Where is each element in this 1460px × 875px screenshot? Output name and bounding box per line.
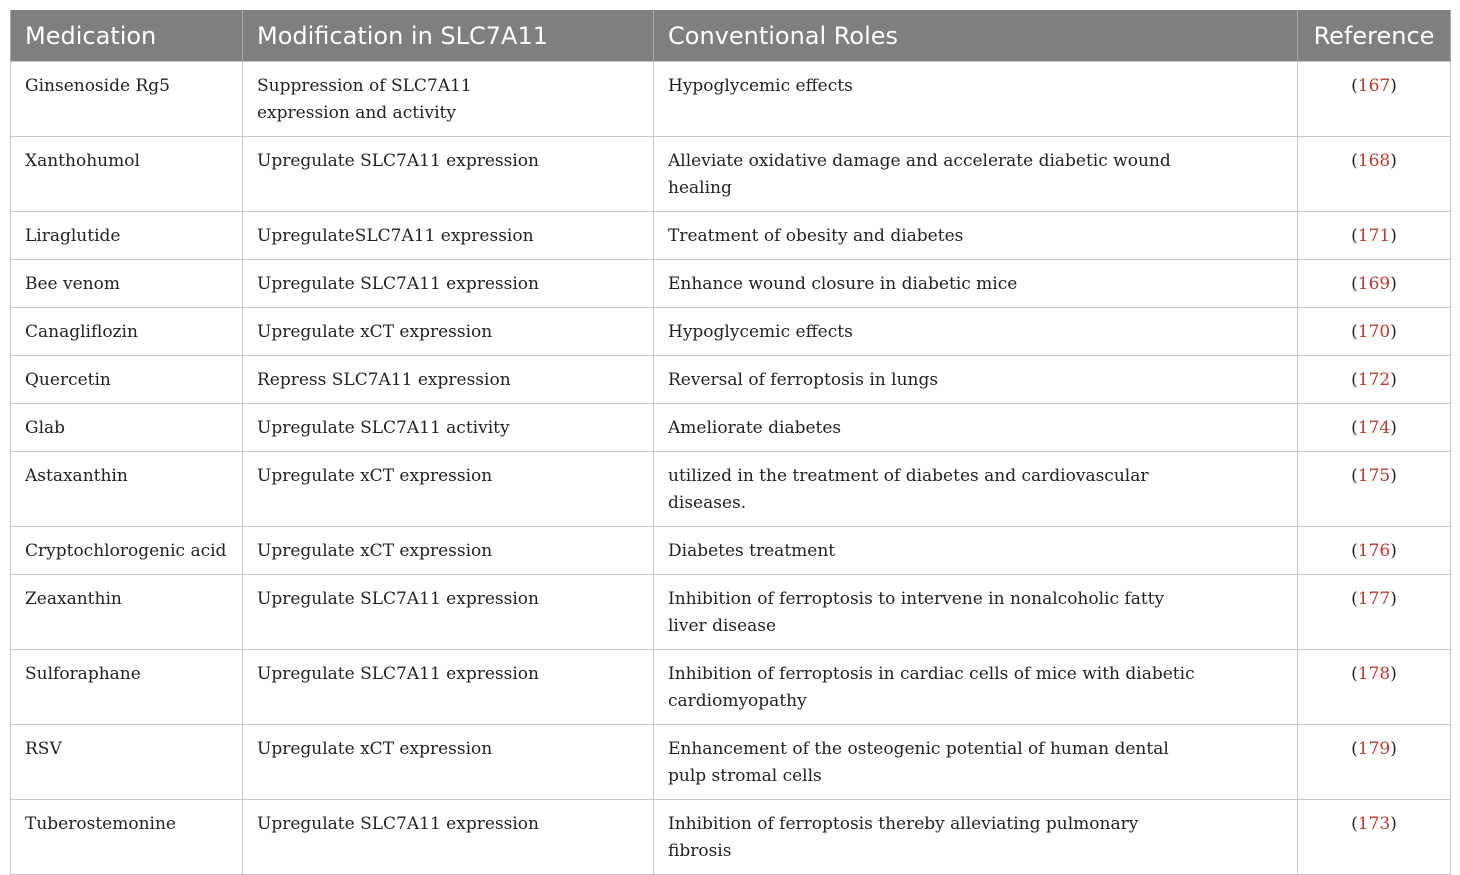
table-row	[11, 212, 1451, 260]
role-text: Hypoglycemic effects	[668, 322, 853, 342]
table-row	[11, 356, 1451, 404]
cell-conventional-role	[654, 650, 1298, 725]
role-text: Inhibition of ferroptosis in cardiac cells of mice with diabetic cardiomyopathy	[668, 664, 1195, 711]
header-modification: Modification in SLC7A11	[243, 10, 654, 62]
modification-text: Repress SLC7A11 expression	[257, 370, 511, 390]
role-text: Alleviate oxidative damage and accelerate diabetic wound healing	[668, 151, 1171, 198]
modification-text: Upregulate xCT expression	[257, 322, 493, 342]
reference-link[interactable]: 169	[1357, 274, 1391, 294]
reference-paren-open: (	[1351, 739, 1358, 759]
reference-paren-close: )	[1390, 589, 1397, 609]
table-row	[11, 800, 1451, 875]
table-row	[11, 404, 1451, 452]
cell-conventional-role	[654, 137, 1298, 212]
cell-conventional-role	[654, 800, 1298, 875]
reference-link[interactable]: 179	[1357, 739, 1391, 759]
reference-paren-close: )	[1390, 541, 1397, 561]
cell-modification	[243, 260, 654, 308]
reference-link[interactable]: 173	[1357, 814, 1391, 834]
cell-reference	[1298, 452, 1451, 527]
cell-conventional-role	[654, 308, 1298, 356]
cell-modification	[243, 452, 654, 527]
modification-text: Upregulate SLC7A11 expression	[257, 151, 539, 171]
table-row	[11, 725, 1451, 800]
reference-link[interactable]: 172	[1357, 370, 1391, 390]
reference-paren-close: )	[1390, 418, 1397, 438]
cell-conventional-role	[654, 260, 1298, 308]
cell-modification	[243, 725, 654, 800]
table-row	[11, 62, 1451, 137]
reference-paren-close: )	[1390, 664, 1397, 684]
reference-paren-open: (	[1351, 664, 1358, 684]
reference-paren-open: (	[1351, 76, 1358, 96]
table-row	[11, 575, 1451, 650]
table-row	[11, 650, 1451, 725]
table-row	[11, 260, 1451, 308]
cell-conventional-role	[654, 404, 1298, 452]
reference-paren-open: (	[1351, 589, 1358, 609]
reference-link[interactable]: 167	[1357, 76, 1391, 96]
table-row	[11, 452, 1451, 527]
reference-link[interactable]: 175	[1357, 466, 1391, 486]
cell-modification	[243, 800, 654, 875]
reference-link[interactable]: 174	[1357, 418, 1391, 438]
table-header	[11, 10, 1451, 62]
role-text: Reversal of ferroptosis in lungs	[668, 370, 939, 390]
modification-text: Upregulate SLC7A11 expression	[257, 814, 539, 834]
cell-medication: RSV	[11, 725, 243, 800]
cell-reference	[1298, 62, 1451, 137]
reference-paren-close: )	[1390, 814, 1397, 834]
cell-reference	[1298, 800, 1451, 875]
cell-medication: Astaxanthin	[11, 452, 243, 527]
cell-modification	[243, 212, 654, 260]
reference-paren-open: (	[1351, 418, 1358, 438]
cell-reference	[1298, 356, 1451, 404]
role-text: Hypoglycemic effects	[668, 76, 853, 96]
cell-medication: Canagliflozin	[11, 308, 243, 356]
reference-paren-open: (	[1351, 370, 1358, 390]
role-text: Treatment of obesity and diabetes	[668, 226, 964, 246]
cell-reference	[1298, 725, 1451, 800]
cell-medication: Xanthohumol	[11, 137, 243, 212]
modification-text: Upregulate SLC7A11 expression	[257, 589, 539, 609]
table-row	[11, 527, 1451, 575]
cell-medication: Zeaxanthin	[11, 575, 243, 650]
modification-text: Upregulate SLC7A11 expression	[257, 274, 539, 294]
reference-paren-close: )	[1390, 274, 1397, 294]
cell-conventional-role	[654, 356, 1298, 404]
cell-conventional-role	[654, 212, 1298, 260]
reference-paren-open: (	[1351, 814, 1358, 834]
medication-table-container	[10, 10, 1450, 875]
modification-text: Upregulate SLC7A11 activity	[257, 418, 510, 438]
cell-reference	[1298, 308, 1451, 356]
header-medication: Medication	[11, 10, 243, 62]
reference-paren-open: (	[1351, 466, 1358, 486]
reference-paren-open: (	[1351, 226, 1358, 246]
cell-reference	[1298, 575, 1451, 650]
reference-paren-close: )	[1390, 76, 1397, 96]
table-body	[11, 62, 1451, 875]
reference-link[interactable]: 177	[1357, 589, 1391, 609]
modification-text: UpregulateSLC7A11 expression	[257, 226, 534, 246]
reference-paren-open: (	[1351, 541, 1358, 561]
reference-paren-close: )	[1390, 322, 1397, 342]
cell-medication: Quercetin	[11, 356, 243, 404]
modification-text: Upregulate xCT expression	[257, 466, 493, 486]
cell-modification	[243, 575, 654, 650]
role-text: utilized in the treatment of diabetes and cardiovascular diseases.	[668, 466, 1149, 513]
cell-modification	[243, 527, 654, 575]
role-text: Inhibition of ferroptosis thereby alleviating pulmonary fibrosis	[668, 814, 1139, 861]
cell-medication: Glab	[11, 404, 243, 452]
reference-link[interactable]: 168	[1357, 151, 1391, 171]
cell-modification	[243, 356, 654, 404]
cell-modification	[243, 650, 654, 725]
cell-conventional-role	[654, 62, 1298, 137]
cell-reference	[1298, 650, 1451, 725]
cell-conventional-role	[654, 527, 1298, 575]
cell-reference	[1298, 527, 1451, 575]
cell-conventional-role	[654, 725, 1298, 800]
modification-text: Upregulate xCT expression	[257, 541, 493, 561]
cell-reference	[1298, 260, 1451, 308]
header-conventional-roles: Conventional Roles	[654, 10, 1298, 62]
medication-table	[10, 10, 1451, 875]
reference-paren-close: )	[1390, 739, 1397, 759]
modification-text: Suppression of SLC7A11 expression and activity	[257, 76, 472, 123]
role-text: Ameliorate diabetes	[668, 418, 842, 438]
cell-modification	[243, 308, 654, 356]
table-row	[11, 308, 1451, 356]
modification-text: Upregulate SLC7A11 expression	[257, 664, 539, 684]
header-row	[11, 10, 1451, 62]
cell-reference	[1298, 212, 1451, 260]
cell-conventional-role	[654, 452, 1298, 527]
reference-paren-close: )	[1390, 370, 1397, 390]
reference-link[interactable]: 178	[1357, 664, 1391, 684]
cell-modification	[243, 404, 654, 452]
role-text: Enhance wound closure in diabetic mice	[668, 274, 1018, 294]
reference-link[interactable]: 170	[1357, 322, 1391, 342]
header-reference: Reference	[1298, 10, 1451, 62]
cell-modification	[243, 137, 654, 212]
reference-paren-close: )	[1390, 151, 1397, 171]
cell-modification	[243, 62, 654, 137]
reference-paren-close: )	[1390, 466, 1397, 486]
reference-paren-open: (	[1351, 151, 1358, 171]
cell-medication: Cryptochlorogenic acid	[11, 527, 243, 575]
cell-medication: Tuberostemonine	[11, 800, 243, 875]
cell-medication: Sulforaphane	[11, 650, 243, 725]
role-text: Enhancement of the osteogenic potential of human dental pulp stromal cells	[668, 739, 1169, 786]
reference-link[interactable]: 171	[1357, 226, 1391, 246]
reference-paren-close: )	[1390, 226, 1397, 246]
cell-reference	[1298, 404, 1451, 452]
role-text: Inhibition of ferroptosis to intervene in nonalcoholic fatty liver disease	[668, 589, 1165, 636]
reference-link[interactable]: 176	[1357, 541, 1391, 561]
cell-medication: Ginsenoside Rg5	[11, 62, 243, 137]
cell-medication: Bee venom	[11, 260, 243, 308]
cell-medication: Liraglutide	[11, 212, 243, 260]
modification-text: Upregulate xCT expression	[257, 739, 493, 759]
reference-paren-open: (	[1351, 274, 1358, 294]
cell-reference	[1298, 137, 1451, 212]
cell-conventional-role	[654, 575, 1298, 650]
role-text: Diabetes treatment	[668, 541, 836, 561]
table-row	[11, 137, 1451, 212]
reference-paren-open: (	[1351, 322, 1358, 342]
